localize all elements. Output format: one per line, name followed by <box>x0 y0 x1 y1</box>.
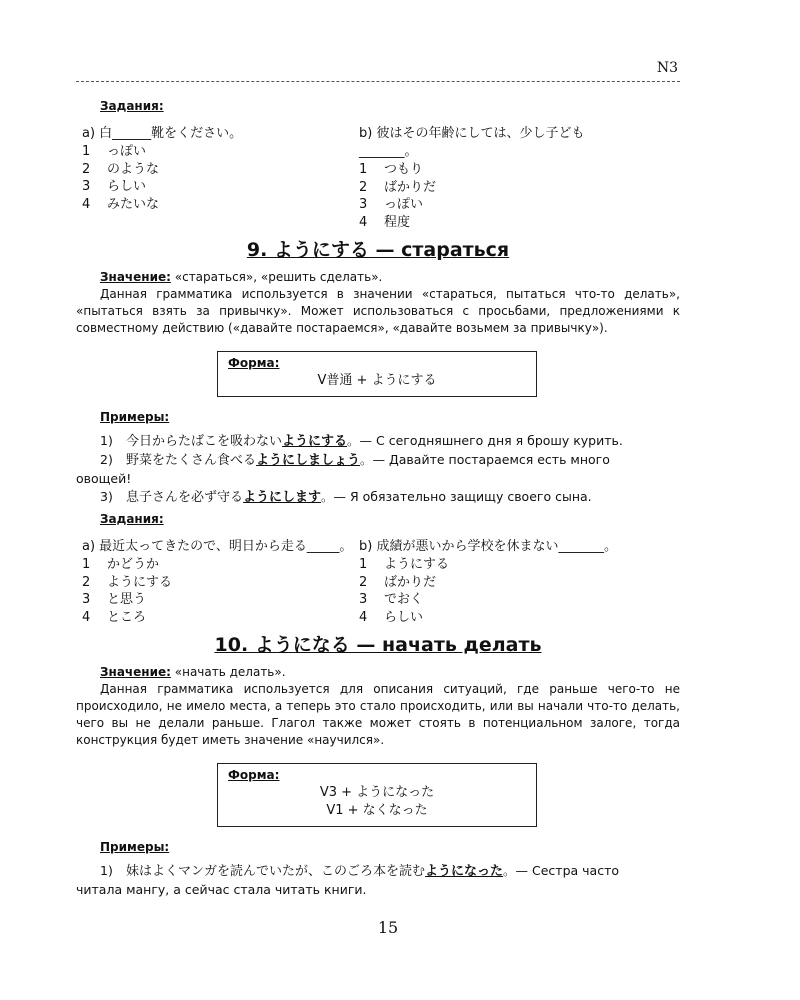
description-paragraph: Данная грамматика используется для описания ситуаций, где раньше чего-то не происходило, не имело места, а теперь это стало происходить, или вы начали что-то делать, чего вы не делали раньше. Глагол также может стоять в потенциальном залоге, тогда конструкция будет иметь значение «научился». <box>76 682 680 747</box>
page-content <box>76 98 680 899</box>
exercise-option: 4 ところ <box>82 609 147 625</box>
exercise-option: 1 っぽい <box>82 144 147 159</box>
exercise-question: a) 白______靴をください。 <box>82 126 243 141</box>
example-item: 3) 息子さんを必ず守るようにします。— Я обязательно защищу своего сына. <box>100 489 592 505</box>
exercise-option: 3 らしい <box>82 179 147 194</box>
form-box <box>217 351 537 397</box>
exercise-option: 3 っぽい <box>359 197 424 212</box>
form-line: V3 + ようになった <box>319 785 435 800</box>
meaning-line <box>76 269 680 286</box>
example-item: 2) 野菜をたくさん食べるようにしましょう。— Давайте постараемся есть много овощей! <box>76 452 610 486</box>
section-9-title: 9. ようにする — стараться <box>246 239 510 261</box>
exercise-option: 1 ようにする <box>359 557 450 572</box>
exercise-option: 1 かどうか <box>82 557 160 572</box>
exercise-option: 4 程度 <box>359 214 411 230</box>
examples-label: Примеры: <box>100 410 170 424</box>
meaning-label: Значение: <box>100 270 171 284</box>
section-10-title: 10. ようになる — начать делать <box>214 634 542 656</box>
meaning-label: Значение: <box>100 665 171 679</box>
exercise-option: 3 でおく <box>359 592 424 607</box>
exercise-block <box>82 125 680 231</box>
tasks-label: Задания: <box>100 512 164 526</box>
exercise-question: b) 彼はその年齢にしては、少し子ども_______。 <box>359 126 585 159</box>
exercise-b <box>359 125 636 231</box>
form-line: V普通 + ようにする <box>317 373 437 388</box>
exercise-option: 2 のような <box>82 161 160 177</box>
examples-label: Примеры: <box>100 840 170 854</box>
form-label: Форма: <box>228 768 280 782</box>
jlpt-level-tag: N3 <box>656 60 678 76</box>
exercise-a <box>82 125 359 231</box>
meaning-line <box>76 664 680 681</box>
meaning-text: «стараться», «решить сделать». <box>170 270 383 284</box>
exercise-option: 4 らしい <box>359 609 424 625</box>
exercise-option: 3 と思う <box>82 592 147 607</box>
meaning-text: «начать делать». <box>170 665 286 679</box>
exercise-option: 2 ようにする <box>82 574 173 590</box>
exercise-block <box>82 538 680 626</box>
form-label: Форма: <box>228 356 280 370</box>
exercise-option: 1 つもり <box>359 162 424 177</box>
exercise-option: 2 ばかりだ <box>359 574 437 590</box>
form-line: V1 + なくなった <box>326 803 428 818</box>
example-item: 1) 妹はよくマンガを読んでいたが、このごろ本を読むようになった。— Сестра часто читала мангу, а сейчас стала читать книги. <box>76 863 619 897</box>
description-paragraph: Данная грамматика используется в значении «стараться, пытаться что-то делать», «пытаться взять за привычку». Может использоваться с просьбами, предложениями к совместному действию («давайте постараемся», «давайте возьмем за привычку»). <box>76 287 680 335</box>
exercise-question: a) 最近太ってきたので、明日から走る_____。 <box>82 539 353 554</box>
header-divider <box>76 81 680 82</box>
exercise-a <box>82 538 359 626</box>
exercise-question: b) 成績が悪いから学校を休まない_______。 <box>359 539 617 554</box>
page-number: 15 <box>377 918 399 937</box>
exercise-b <box>359 538 636 626</box>
exercise-option: 4 みたいな <box>82 196 160 212</box>
tasks-label: Задания: <box>100 99 164 113</box>
form-box <box>217 763 537 827</box>
exercise-option: 2 ばかりだ <box>359 179 437 195</box>
example-item: 1) 今日からたばこを吸わないようにする。— С сегодняшнего дня я брошу курить. <box>100 433 623 449</box>
